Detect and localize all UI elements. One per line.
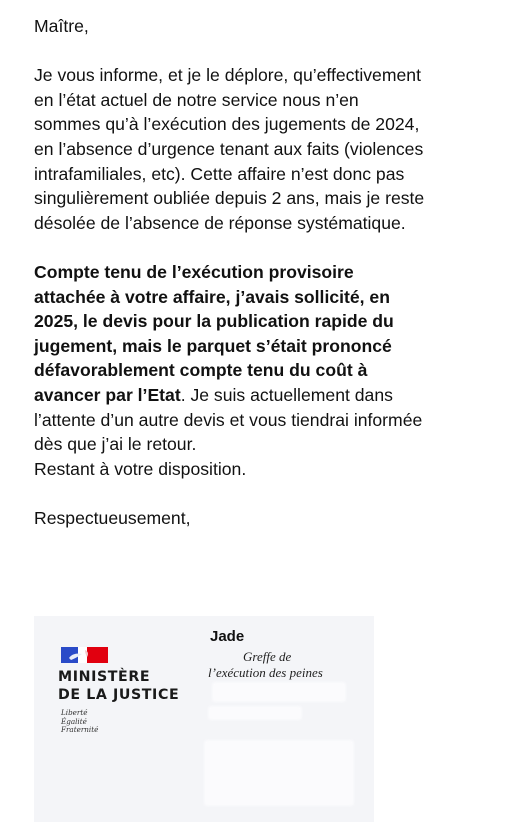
paragraph-gap	[34, 235, 504, 260]
paragraph-2-bold-line: attachée à votre affaire, j’avais sollicité, en	[34, 286, 390, 307]
ministry-name-line-1: MINISTÈRE	[58, 669, 151, 685]
republic-motto	[61, 709, 98, 735]
paragraph-1-line: singulièrement oubliée depuis 2 ans, mais je reste	[34, 188, 425, 209]
redacted-contact-line	[212, 682, 346, 702]
paragraph-1	[34, 63, 504, 235]
paragraph-2-bold-line: jugement, mais le parquet s’était prononcé	[34, 335, 392, 356]
paragraph-1-line: sommes qu’à l’exécution des jugements de 2024,	[34, 114, 420, 135]
paragraph-2	[34, 260, 504, 481]
paragraph-2-bold-line: Compte tenu de l’exécution provisoire	[34, 261, 354, 282]
email-body	[34, 14, 504, 530]
motto-word: Égalité	[61, 716, 87, 726]
paragraph-1-line: intrafamiliales, etc). Cette affaire n’est donc pas	[34, 163, 405, 184]
salutation: Maître,	[34, 16, 89, 36]
sender-service-line-2: l’exécution des peines	[208, 664, 323, 680]
redacted-contact-block	[204, 740, 354, 806]
sign-off: Respectueusement,	[34, 507, 191, 528]
sender-name: Jade	[210, 628, 245, 645]
redacted-contact-line	[208, 706, 302, 720]
paragraph-gap	[34, 481, 504, 506]
email-signature	[34, 616, 374, 822]
ministry-name-line-2: DE LA JUSTICE	[58, 687, 180, 703]
motto-word: Fraternité	[61, 725, 99, 735]
paragraph-1-line: Je vous informe, et je le déplore, qu’effectivement	[34, 65, 421, 86]
paragraph-2-bold-fragment: avancer par l’Etat	[34, 384, 181, 405]
sender-service	[208, 649, 323, 680]
paragraph-2-regular-fragment: . Je suis actuellement dans	[180, 384, 393, 405]
motto-word: Liberté	[61, 708, 88, 717]
marianne-flag-icon	[61, 646, 113, 664]
paragraph-2-bold-line: défavorablement compte tenu du coût à	[34, 360, 368, 381]
paragraph-gap	[34, 39, 504, 64]
paragraph-2-bold-line: 2025, le devis pour la publication rapide du	[34, 311, 394, 332]
sender-service-line-1: Greffe de	[243, 649, 292, 664]
paragraph-1-line: désolée de l’absence de réponse systématique.	[34, 212, 406, 233]
paragraph-2-mixed-line	[34, 383, 504, 408]
paragraph-2-line: l’attente d’un autre devis et vous tiendrai informée	[34, 409, 423, 430]
paragraph-2-line: dès que j’ai le retour.	[34, 434, 197, 455]
closing-line: Restant à votre disposition.	[34, 458, 247, 479]
paragraph-1-line: en l’état actuel de notre service nous n’en	[34, 89, 359, 110]
paragraph-1-line: en l’absence d’urgence tenant aux faits (violences	[34, 138, 424, 159]
